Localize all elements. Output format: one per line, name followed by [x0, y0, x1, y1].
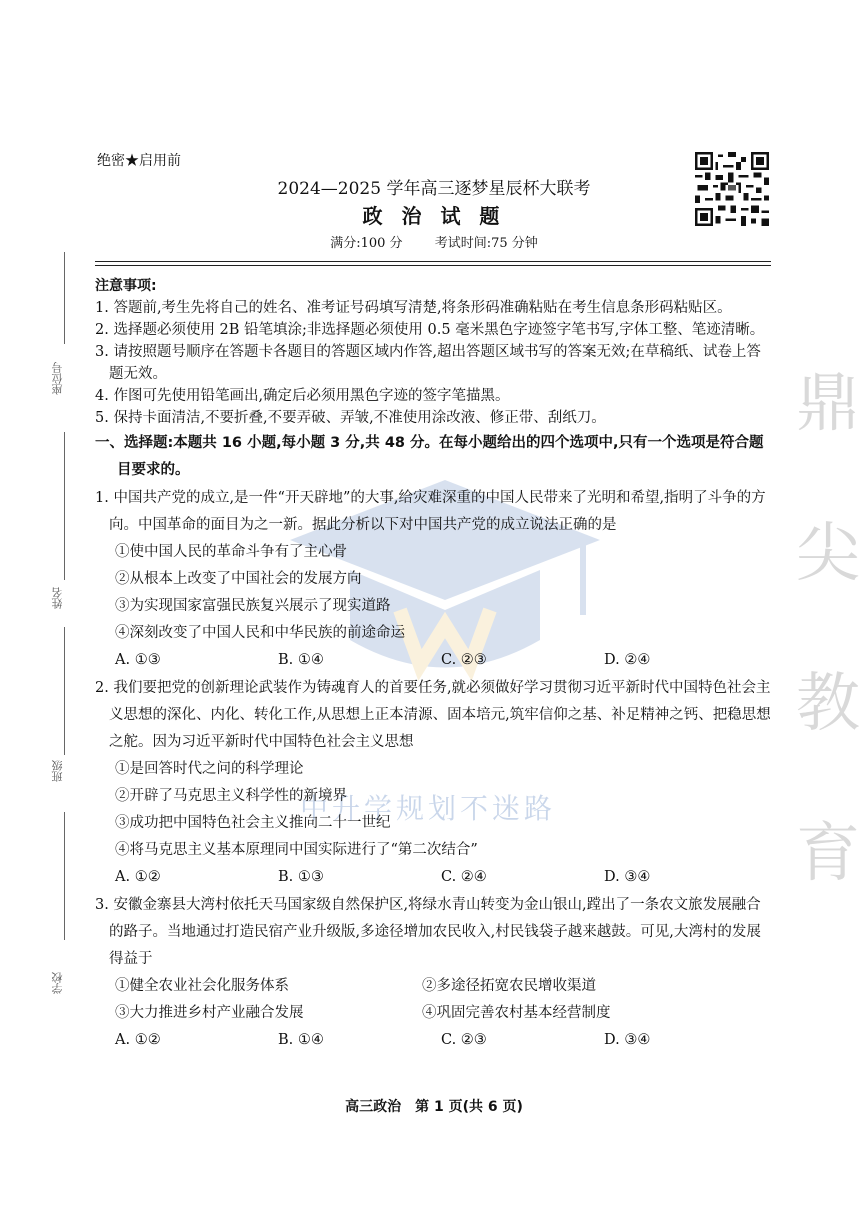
- header-rule: [95, 265, 771, 266]
- answer-choice[interactable]: C. ②③: [441, 1032, 487, 1048]
- watermark-char: 鼎: [796, 367, 860, 441]
- exam-time: 考试时间:75 分钟: [434, 236, 538, 251]
- exam-title: 2024—2025 学年高三逐梦星辰杯大联考: [277, 179, 591, 199]
- exam-meta: [0, 232, 868, 251]
- question-stem: 3. 安徽金寨县大湾村依托天马国家级自然保护区,将绿水青山转变为金山银山,蹚出了一条农文旅发展融合的路子。当地通过打造民宿产业升级版,多途径增加农民收入,村民钱袋子越来越鼓。可见,大湾村的发展得益于: [95, 897, 761, 967]
- binding-line: [64, 252, 65, 344]
- binding-line: [64, 812, 65, 940]
- question-option: ②多途径拓宽农民增收渠道: [422, 978, 596, 994]
- notice-item: 5. 保持卡面清洁,不要折叠,不要弄破、弄皱,不准使用涂改液、修正带、刮纸刀。: [95, 410, 606, 426]
- answer-choice[interactable]: C. ②③: [441, 652, 487, 668]
- question-option: ③大力推进乡村产业融合发展: [115, 1005, 304, 1021]
- question-stem: 2. 我们要把党的创新理论武装作为铸魂育人的首要任务,就必须做好学习贯彻习近平新时代中国特色社会主义思想的深化、内化、转化工作,从思想上正本清源、固本培元,筑牢信仰之基、补足精神之钙、把稳思想之舵。因为习近平新时代中国特色社会主义思想: [95, 680, 771, 750]
- question-option: ④深刻改变了中国人民和中华民族的前途命运: [115, 625, 405, 641]
- answer-choice[interactable]: D. ③④: [604, 869, 651, 885]
- section-heading: 一、选择题:本题共 16 小题,每小题 3 分,共 48 分。在每小题给出的四个选项中,只有一个选项是符合题目要求的。: [95, 435, 764, 478]
- page-footer: 高三政治 第 1 页(共 6 页): [345, 1099, 523, 1115]
- watermark-char: 育: [796, 817, 860, 891]
- secret-mark: 绝密★启用前: [97, 153, 181, 169]
- notice-title: 注意事项:: [95, 278, 157, 294]
- question-option: ③成功把中国特色社会主义推向二十一世纪: [115, 815, 391, 831]
- answer-choice[interactable]: D. ③④: [604, 1032, 651, 1048]
- binding-strip: [30, 252, 70, 1032]
- question-options-row: [95, 973, 775, 1000]
- question-option: ①是回答时代之问的科学理论: [115, 761, 304, 777]
- name-label: 姓名: [51, 587, 64, 609]
- exam-body: [95, 275, 775, 1054]
- answer-choice[interactable]: D. ②④: [604, 652, 651, 668]
- watermark-char: 教: [796, 667, 860, 741]
- binding-line: [64, 627, 65, 755]
- full-score: 满分:100 分: [330, 236, 403, 251]
- answer-choices: [95, 864, 775, 891]
- answer-choice[interactable]: A. ①②: [115, 1032, 161, 1048]
- watermark-slogan: 中升学规划不迷路: [300, 792, 557, 825]
- watermark-char: 尖: [796, 517, 860, 591]
- binding-line: [64, 432, 65, 580]
- notice-item: 2. 选择题必须使用 2B 铅笔填涂;非选择题必须使用 0.5 毫米黑色字迹签字笔书写,字体工整、笔迹清晰。: [95, 322, 765, 338]
- answer-choice[interactable]: B. ①④: [278, 652, 324, 668]
- question-options-row: [95, 1000, 775, 1027]
- question-option: ④将马克思主义基本原理同中国实际进行了“第二次结合”: [115, 842, 478, 858]
- question-stem: 1. 中国共产党的成立,是一件“开天辟地”的大事,给灾难深重的中国人民带来了光明和希望,指明了斗争的方向。中国革命的面目为之一新。据此分析以下对中国共产党的成立说法正确的是: [95, 490, 766, 533]
- seat-label: 座位号: [51, 362, 64, 395]
- question-option: ①使中国人民的革命斗争有了主心骨: [115, 544, 347, 560]
- answer-choice[interactable]: A. ①②: [115, 869, 161, 885]
- answer-choice[interactable]: B. ①④: [278, 1032, 324, 1048]
- question-option: ①健全农业社会化服务体系: [115, 978, 289, 994]
- notice-item: 3. 请按照题号顺序在答题卡各题目的答题区域内作答,超出答题区域书写的答案无效;在草稿纸、试卷上答题无效。: [95, 344, 761, 382]
- notice-item: 1. 答题前,考生先将自己的姓名、准考证号码填写清楚,将条形码准确粘贴在考生信息条形码粘贴区。: [95, 300, 732, 316]
- qr-code-icon[interactable]: [695, 152, 769, 226]
- question-option: ②开辟了马克思主义科学性的新境界: [115, 788, 347, 804]
- header-rule: [95, 261, 771, 262]
- answer-choices: [95, 1027, 775, 1054]
- school-label: 学校: [51, 972, 64, 994]
- question-option: ②从根本上改变了中国社会的发展方向: [115, 571, 362, 587]
- class-label: 班级: [51, 760, 64, 782]
- answer-choice[interactable]: B. ①③: [278, 869, 324, 885]
- question-option: ④巩固完善农村基本经营制度: [422, 1005, 611, 1021]
- answer-choice[interactable]: A. ①③: [115, 652, 161, 668]
- notice-item: 4. 作图可先使用铅笔画出,确定后必须用黑色字迹的签字笔描黑。: [95, 388, 510, 404]
- answer-choice[interactable]: C. ②④: [441, 869, 487, 885]
- question-option: ③为实现国家富强民族复兴展示了现实道路: [115, 598, 391, 614]
- answer-choices: [95, 647, 775, 674]
- subject-title: 政 治 试 题: [362, 204, 506, 228]
